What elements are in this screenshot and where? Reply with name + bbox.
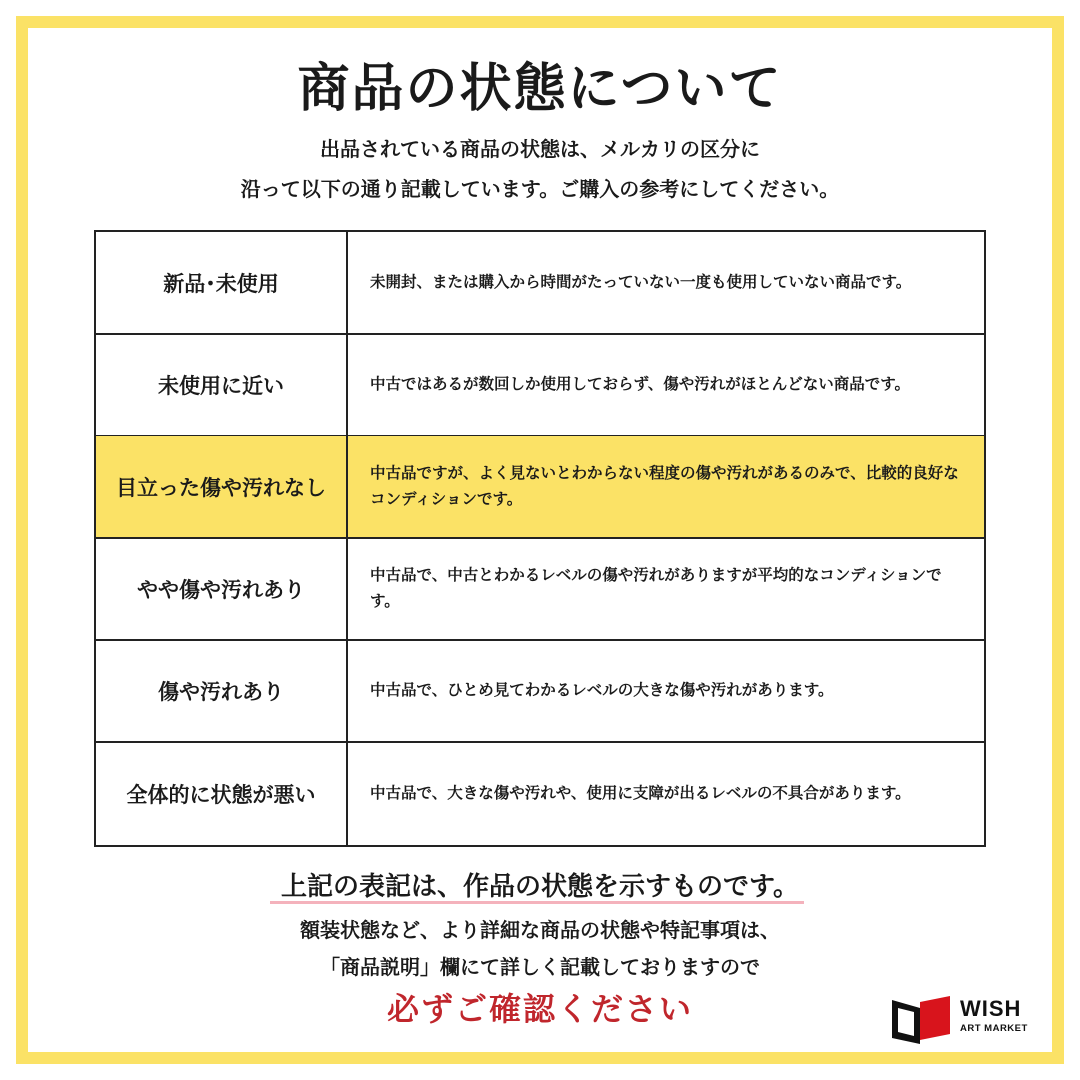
condition-row-no-noticeable-damage: [96, 436, 984, 539]
condition-row-poor: [96, 742, 984, 845]
page-title: 商品の状態について: [297, 59, 783, 119]
intro-line-1: 出品されている商品の状態は、メルカリの区分に: [320, 137, 760, 161]
condition-table: [94, 230, 986, 847]
note-emphasis: 必ずご確認ください: [386, 990, 693, 1028]
condition-label: 目立った傷や汚れなし: [96, 436, 348, 537]
condition-label: 全体的に状態が悪い: [96, 742, 348, 845]
intro-line-2: 沿って以下の通り記載しています。ご購入の参考にしてください。: [240, 177, 840, 201]
condition-label: やや傷や汚れあり: [96, 538, 348, 639]
logo-subtitle: ART MARKET: [960, 1023, 1028, 1034]
condition-description: 中古ではあるが数回しか使用しておらず、傷や汚れがほとんどない商品です。: [370, 374, 911, 393]
note-main-text: 上記の表記は、作品の状態を示すものです。: [281, 872, 799, 902]
condition-description: 中古品で、中古とわかるレベルの傷や汚れがありますが平均的なコンディションです。: [370, 565, 942, 610]
condition-description: 中古品で、大きな傷や汚れや、使用に支障が出るレベルの不具合があります。: [370, 783, 911, 802]
condition-label: 傷や汚れあり: [96, 640, 348, 741]
condition-description: 中古品ですが、よく見ないとわからない程度の傷や汚れがあるのみで、比較的良好なコンディションです。: [370, 463, 959, 508]
note-main: [0, 866, 1080, 903]
condition-row-some-damage: [96, 538, 984, 641]
note-sub-line-2: 「商品説明」欄にて詳しく記載しておりますので: [320, 955, 760, 979]
condition-description: 中古品で、ひとめ見てわかるレベルの大きな傷や汚れがあります。: [370, 680, 834, 699]
logo-wordmark: WISH: [960, 996, 1022, 1021]
condition-row-like-new: [96, 334, 984, 437]
note-sub-line-1: 額装状態など、より詳細な商品の状態や特記事項は、: [300, 918, 780, 942]
wish-art-market-logo: [890, 994, 1050, 1046]
condition-label: 未使用に近い: [96, 334, 348, 435]
condition-label: 新品･未使用: [96, 232, 348, 333]
condition-row-damaged: [96, 640, 984, 743]
condition-description: 未開封、または購入から時間がたっていない一度も使用していない商品です。: [370, 272, 912, 291]
condition-row-new: [96, 232, 984, 335]
logo-mark-icon: [890, 994, 952, 1046]
